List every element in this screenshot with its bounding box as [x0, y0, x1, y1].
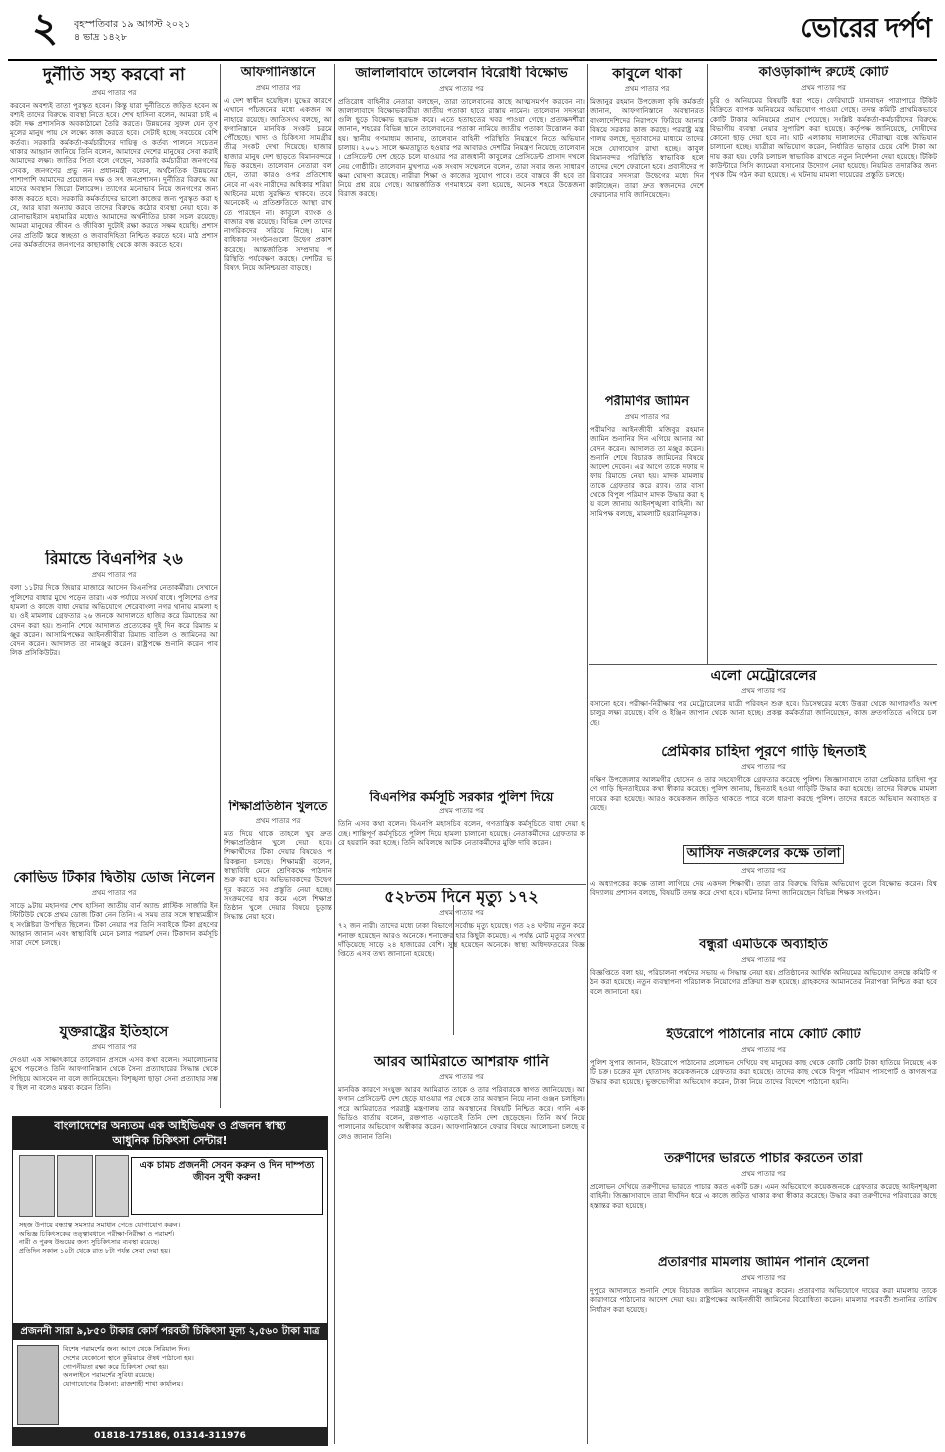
article-byline: প্রথম পাতার পর	[801, 83, 846, 92]
article-title: রিমান্ডে বিএনপির ২৬	[45, 550, 183, 568]
article-byline: প্রথম পাতার পর	[624, 412, 670, 421]
article-premik	[590, 744, 937, 838]
ad-small-line: দেশের যেকোনো স্থানে কুরিয়ারে ঔষধ পাঠানো হয়।	[63, 1353, 194, 1362]
article-title: যুক্তরাষ্ট্রের ইতিহাসে	[59, 1024, 169, 1040]
article-kauakandi	[710, 66, 937, 662]
article-text: বলা ১১টার দিকে জিয়ার মাজারে আসেন বিএনপির নেতাকর্মীরা। সেখানে পুলিশের বাধার মুখে পড়েন তারা। এক পর্যায়ে সংঘর্ষ বাধে। পুলিশের ওপর হামলা ও কাজে বাধা দেয়ার অভিযোগে শেরেবাংলা নগর থানায় মামলা হয়। ওই মামলায় গ্রেফতার ২৬ জনকে আদালতে হাজির করে রিমান্ডের আবেদন করা হয়। শুনানি শেষে আদালত প্রত্যেকের দুই দিন করে রিমান্ড মঞ্জুর করেন। আসামিপক্ষের আইনজীবীরা রিমান্ড বাতিল ও জামিনের আবেদন করেন। আদালত তা নামঞ্জুর করেন। রাষ্ট্রপক্ষে শুনানি করেন পাবলিক প্রসিকিউটর।	[10, 583, 218, 658]
article-title: তরুণীদের ভারতে পাচার করতেন তারা	[664, 1152, 863, 1166]
ad-doctor-photo	[17, 1345, 59, 1425]
ad-small-line: অনলাইনে পরামর্শের সুবিধা রয়েছে।	[63, 1371, 155, 1380]
article-byline: প্রথম পাতার পর	[91, 88, 137, 97]
article-title: আসিফ নজরুলের কক্ষে তালা	[683, 845, 845, 864]
article-text: করবেন অবশ্যই তাতা পুরস্কৃত হবেন। কিন্তু যারা দুর্নীতিতে জড়িত হবেন অবশ্যই তাদের বিরুদ্ধে ব্যবস্থা নিতে হবে। শেখ হাসিনা বলেন, আমরা চাই একটা দক্ষ প্রশাসনিক অবকাঠামো তৈরি করতে। উন্নয়নের সুফল যেন তৃণমূলের মানুষ পায় সে লক্ষ্যে কাজ করতে হবে। সেটাই হচ্ছে সবচেয়ে বেশি কর্তব্য। সরকারি কর্মকর্তা-কর্মচারীদের দায়িত্ব ও কর্তব্য পালনে সচেতন থাকার আহ্বান জানিয়ে তিনি বলেন, আমাদের দেশের মানুষের সেবা করাই আমাদের লক্ষ্য। জাতির পিতা বলে গেছেন, সরকারি কর্মচারীরা জনগণের সেবক, জনগণের প্রভু নন। প্রধানমন্ত্রী বলেন, অর্থনৈতিক উন্নয়নের পাশাপাশি আমাদের প্রয়োজন দক্ষ ও সৎ জনপ্রশাসন। দুর্নীতির বিরুদ্ধে আমাদের অবস্থান জিরো টলারেন্স। ত্যাগের মনোভাব নিয়ে জনগণের জন্য কাজ করতে হবে। সরকারি কর্মকর্তাদের ভালো কাজের জন্য পুরস্কৃত করা হবে, আর যারা অন্যায় করবে তাদের বিরুদ্ধে কঠোর ব্যবস্থা নেয়া হবে। করোনাভাইরাস মহামারির মধ্যেও আমাদের অর্থনীতির চাকা সচল রয়েছে। আমরা মানুষের জীবন ও জীবিকা দুটোই রক্ষা করতে সক্ষম হয়েছি। প্রশাসনের প্রতিটি স্তরে স্বচ্ছতা ও জবাবদিহিতা নিশ্চিত করতে হবে। মাঠ প্রশাসনের কর্মকর্তাদের জনগণের কাছাকাছি থেকে কাজ করতে হবে।	[10, 100, 218, 249]
article-byline: প্রথম পাতার পর	[741, 955, 786, 964]
article-title: কোভিড টিকার দ্বিতীয় ডোজ নিলেন	[13, 870, 215, 886]
article-text: দুপুরে আদালতে শুনানি শেষে বিচারক জামিন আবেদন নামঞ্জুর করেন। প্রতারণার অভিযোগে দায়ের করা মামলায় তাকে কারাগারে পাঠানোর আদেশ দেয়া হয়। রাষ্ট্রপক্ষের আইনজীবী জামিনের বিরোধিতা করেন। মামলার পরবর্তী শুনানির তারিখ নির্ধারণ করা হয়েছে।	[590, 1285, 937, 1314]
article-byline: প্রথম পাতার পর	[439, 1073, 484, 1082]
article-text: ৭২ জন নারী। তাদের মধ্যে ঢাকা বিভাগে সর্বোচ্চ মৃত্যু হয়েছে। গত ২৪ ঘণ্টায় নতুন করে শনাক্ত হয়েছেন আরও অনেকে। শনাক্তের হার কিছুটা কমেছে। এ পর্যন্ত মোট মৃত্যুর সংখ্যা দাঁড়িয়েছে সাড়ে ২৪ হাজারের বেশি। সুস্থ হয়েছেন অনেকে। স্বাস্থ্য অধিদফতরের বিজ্ঞপ্তিতে এসব তথ্য জানানো হয়েছে।	[338, 921, 585, 959]
article-byline: প্রথম পাতার পর	[91, 1043, 137, 1052]
article-byline: প্রথম পাতার পর	[439, 84, 484, 93]
article-text: প্রলোভন দেখিয়ে তরুণীদের ভারতে পাচার করত একটি চক্র। এমন অভিযোগে কয়েকজনকে গ্রেফতার করেছে আইনশৃঙ্খলা বাহিনী। জিজ্ঞাসাবাদে তারা দীর্ঘদিন ধরে এ কাজে জড়িত থাকার কথা স্বীকার করেছে। উদ্ধার করা তরুণীদের পরিবারের কাছে হস্তান্তর করা হয়েছে।	[590, 1181, 937, 1210]
clinic-advertisement	[12, 1116, 328, 1446]
article-title: দুর্নীতি সহ্য করবো না	[43, 66, 185, 85]
article-helena	[590, 1256, 937, 1444]
article-byline: প্রথম পাতার পর	[741, 1045, 786, 1054]
article-bnp-program	[338, 790, 585, 882]
article-title: আরব আমিরাতে আশরাফ গানি	[374, 1054, 549, 1070]
ad-phone-bar: 01818-175186, 01314-311976	[13, 1427, 327, 1445]
article-title: আফগানিস্তানে	[240, 66, 316, 80]
article-byline: প্রথম পাতার পর	[91, 889, 137, 898]
article-text: প্রতিরোধ বাহিনীর নেতারা বলছেন, তারা তালেবানের কাছে আত্মসমর্পণ করবেন না। জালালাবাদে বিক্ষোভকারীরা জাতীয় পতাকা হাতে রাস্তায় নামেন। তালেবান সদস্যরা গুলি ছুড়ে বিক্ষোভ ছত্রভঙ্গ করে। এতে হতাহতের খবর পাওয়া গেছে। প্রত্যক্ষদর্শীরা জানান, শহরের বিভিন্ন স্থানে তালেবানের পতাকা নামিয়ে জাতীয় পতাকা উত্তোলন করা হয়। স্থানীয় গণমাধ্যম জানায়, তালেবান বাহিনী পরিস্থিতি নিয়ন্ত্রণে নিতে অভিযান চালায়। ২০০১ সালে ক্ষমতাচ্যুত হওয়ার পর আবারও দেশটির নিয়ন্ত্রণ নিয়েছে তালেবান। প্রেসিডেন্ট দেশ ছেড়ে চলে যাওয়ার পর রাজধানী কাবুলের প্রেসিডেন্ট প্রাসাদ দখলে নেয় গোষ্ঠীটি। তালেবান মুখপাত্র এক সংবাদ সম্মেলনে বলেন, তারা সবার জন্য সাধারণ ক্ষমা ঘোষণা করেছে। নারীরা শিক্ষা ও কাজের সুযোগ পাবে। তবে বাস্তবে কী হবে তা নিয়ে প্রশ্ন রয়ে গেছে। আন্তর্জাতিক গণমাধ্যমে বলা হয়েছে, অনেক শহরে উত্তেজনা বিরাজ করছে।	[338, 96, 585, 199]
article-kabul	[590, 66, 704, 391]
ad-top-line-1: বাংলাদেশের অন্যতম এক আইভিএফ ও প্রজনন স্বাস্থ্য	[54, 1119, 286, 1132]
article-text: চুরি ও অনিয়মের বিষয়টি ধরা পড়ে। ফেরিঘাটে যানবাহন পারাপারে টিকিট বিক্রিতে ব্যাপক অনিয়মের অভিযোগ পাওয়া গেছে। তদন্ত কমিটি প্রাথমিকভাবে কোটি টাকার অনিয়মের প্রমাণ পেয়েছে। সংশ্লিষ্ট কর্মকর্তা-কর্মচারীদের বিরুদ্ধে বিভাগীয় ব্যবস্থা নেয়ার সুপারিশ করা হয়েছে। কর্তৃপক্ষ জানিয়েছে, দোষীদের কোনো ছাড় দেয়া হবে না। ঘাট এলাকায় দালালদের দৌরাত্ম্য বন্ধে অভিযান চালানো হচ্ছে। যাত্রীরা অভিযোগ করেন, নির্ধারিত ভাড়ার চেয়ে বেশি টাকা আদায় করা হয়। ফেরি চলাচল স্বাভাবিক রাখতে নতুন নির্দেশনা দেয়া হয়েছে। টিকিট কাউন্টারে সিসি ক্যামেরা বসানোর উদ্যোগ নেয়া হয়েছে। নিয়মিত তদারকির জন্য পৃথক টিম গঠন করা হয়েছে। এ ঘটনায় মামলা দায়েরের প্রস্তুতি চলছে।	[710, 95, 937, 180]
article-byline: প্রথম পাতার পর	[91, 571, 137, 580]
column-rule	[587, 64, 588, 1444]
article-text: দক্ষিণ উপজেলার আলমগীর হোসেন ও তার সহযোগীকে গ্রেফতার করেছে পুলিশ। জিজ্ঞাসাবাদে তারা প্রেমিকার চাহিদা পূরণে গাড়ি ছিনতাইয়ের কথা স্বীকার করেছে। পুলিশ জানায়, ছিনতাই হওয়া গাড়িটি উদ্ধার করা হয়েছে। তাদের বিরুদ্ধে মামলা দায়ের করা হয়েছে। আরও কয়েকজন জড়িত থাকতে পারে বলে ধারণা করছে পুলিশ। তাদের ধরতে অভিযান অব্যাহত রয়েছে।	[590, 775, 937, 812]
article-text: মিজানুর রহমান উপজেলা কৃষি কর্মকর্তা জানান, আফগানিস্তানে অবস্থানরত বাংলাদেশিদের নিরাপদে ফিরিয়ে আনার বিষয়ে সরকার কাজ করছে। পররাষ্ট্র মন্ত্রণালয় বলছে, দূতাবাসের মাধ্যমে তাদের সঙ্গে যোগাযোগ রাখা হচ্ছে। কাবুল বিমানবন্দর পরিস্থিতি স্বাভাবিক হলে তাদের দেশে ফেরানো হবে। প্রবাসীদের পরিবারের সদস্যরা উদ্বেগের মধ্যে দিন কাটাচ্ছেন। তারা দ্রুত স্বজনদের দেশে ফেরানোর দাবি জানিয়েছেন।	[590, 97, 704, 200]
article-byline: প্রথম পাতার পর	[439, 909, 484, 918]
article-covid	[10, 870, 218, 1020]
article-remand	[10, 550, 218, 865]
article-europe	[590, 1028, 937, 1148]
ad-photo	[19, 1155, 55, 1217]
article-text: পরীমণির আইনজীবী মজিবুর রহমান জামিন শুনানির দিন এগিয়ে আনার আবেদন করেন। আদালত তা মঞ্জুর করেন। শুনানি শেষে বিচারক জামিনের বিষয়ে আদেশ দেবেন। এর আগে তাকে দফায় দফায় রিমান্ডে নেয়া হয়। মাদক মামলায় তাকে গ্রেফতার করে র‍্যাব। তার বাসা থেকে বিপুল পরিমাণ মাদক উদ্ধার করা হয় বলে জানায় আইনশৃঙ্খলা বাহিনী। আসামিপক্ষ বলছে, মামলাটি হয়রানিমূলক।	[590, 424, 704, 518]
article-title: ইউরোপে পাঠানোর নামে কোটি কোটি	[666, 1028, 861, 1042]
article-byline: প্রথম পাতার পর	[741, 866, 786, 875]
article-byline: প্রথম পাতার পর	[624, 85, 670, 94]
column-rule	[220, 64, 221, 1108]
article-afghan	[224, 66, 332, 796]
date-line-2: ৪ ভাদ্র ১৪২৮	[74, 32, 128, 43]
date-line-1: বৃহস্পতিবার ১৯ আগস্ট ২০২১	[74, 19, 191, 30]
article-text: পুলিশ সুপার জানান, ইউরোপে পাঠানোর প্রলোভন দেখিয়ে বহু মানুষের কাছ থেকে কোটি কোটি টাকা হাতিয়ে নিয়েছে একটি চক্র। চক্রের মূল হোতাসহ কয়েকজনকে গ্রেফতার করা হয়েছে। তাদের কাছ থেকে বিপুল পরিমাণ পাসপোর্ট ও কাগজপত্র উদ্ধার করা হয়েছে। ভুক্তভোগীরা অভিযোগ করেন, টাকা নিয়ে তাদের বিদেশে পাঠানো হয়নি।	[590, 1057, 937, 1086]
article-title: শিক্ষাপ্রতিষ্ঠান খুলতে	[228, 800, 328, 813]
article-text: এ দেশ স্বাধীন হয়েছিল। যুদ্ধের কারণে এখানে পাঁচজনের মধ্যে একজন অনাহারে রয়েছে। জাতিসংঘ বলছে, আফগানিস্তানে মানবিক সংকট চরমে পৌঁছেছে। খাদ্য ও চিকিৎসা সামগ্রীর তীব্র সংকট দেখা দিয়েছে। হাজার হাজার মানুষ দেশ ছাড়তে বিমানবন্দরে ভিড় করছেন। তালেবান নেতারা বলছেন, তারা কারও ওপর প্রতিশোধ নেবে না এবং নারীদের অধিকার শরিয়া আইনের মধ্যে সুরক্ষিত থাকবে। তবে অনেকেই এ প্রতিশ্রুতিতে আস্থা রাখতে পারছেন না। কাবুলে ব্যাংক ও বাজার বন্ধ রয়েছে। বিভিন্ন দেশ তাদের নাগরিকদের সরিয়ে নিচ্ছে। মানবাধিকার সংগঠনগুলো উদ্বেগ প্রকাশ করেছে। আন্তর্জাতিক সম্প্রদায় পরিস্থিতি পর্যবেক্ষণ করছে। দেশটির ভবিষ্যৎ নিয়ে অনিশ্চয়তা বাড়ছে।	[224, 95, 332, 273]
ad-small-line: যোগাযোগের ঠিকানা: রাজশাহী শাখা কার্যালয়।	[63, 1380, 184, 1389]
article-title: কাবুলে থাকা	[612, 66, 682, 82]
ad-line: প্রতিদিন সকাল ১০টা থেকে রাত ৮টা পর্যন্ত সেবা দেয়া হয়।	[19, 1246, 171, 1255]
newspaper-brand: ভোরের দর্পণ	[800, 13, 931, 44]
column-rule	[334, 64, 335, 1444]
section-rule	[589, 664, 937, 665]
article-title: পরীমণির জামিন	[604, 395, 690, 409]
article-title: প্রতারণার মামলায় জামিন পাননি হেলেনা	[657, 1256, 870, 1270]
ad-small-text	[63, 1345, 321, 1389]
article-asif	[590, 842, 937, 934]
section-rule	[336, 884, 586, 885]
article-title: এলো মেট্রোরেলের	[710, 668, 817, 684]
ad-top-banner	[13, 1117, 327, 1150]
ad-top-line-2: আধুনিক চিকিৎসা সেন্টার!	[112, 1134, 228, 1147]
article-pori	[590, 395, 704, 663]
ad-line: অভিজ্ঞ চিকিৎসকের তত্ত্বাবধানে পরীক্ষা-নিরীক্ষা ও পরামর্শ।	[19, 1229, 175, 1238]
page-header	[8, 4, 937, 56]
ad-small-line: গোপনীয়তা রক্ষা করে চিকিৎসা দেয়া হয়।	[63, 1362, 169, 1371]
article-text: দেওয়া এক সাক্ষাৎকারে তালেবান প্রসঙ্গে এসব কথা বলেন। সমালোচনার মুখে পড়লেও তিনি আফগানিস্তান থেকে সৈন্য প্রত্যাহারের সিদ্ধান্ত থেকে পিছিয়ে আসবেন না বলে জানিয়েছেন। বিশৃঙ্খলা ছাড়া সেনা প্রত্যাহার সম্ভব ছিল না বলেও মন্তব্য করেন তিনি।	[10, 1055, 218, 1092]
article-text: মত দিয়ে থাকে তাহলে খুব দ্রুত শিক্ষাপ্রতিষ্ঠান খুলে দেয়া হবে। শিক্ষার্থীদের টিকা দেয়ার বিষয়েও পরিকল্পনা চলছে। শিক্ষামন্ত্রী বলেন, স্বাস্থ্যবিধি মেনে শ্রেণিকক্ষে পাঠদান শুরু করা হবে। অভিভাবকদের উদ্বেগ দূর করতে সব প্রস্তুতি নেয়া হচ্ছে। সংক্রমণের হার কমে এলে শিক্ষাপ্রতিষ্ঠান খুলে দেয়ার বিষয়ে চূড়ান্ত সিদ্ধান্ত নেয়া হবে।	[224, 828, 332, 922]
page-number: ২	[32, 4, 59, 51]
article-torun	[590, 1152, 937, 1252]
article-byline: প্রথম পাতার পর	[255, 83, 301, 92]
article-usa	[10, 1024, 218, 1110]
article-byline: প্রথম পাতার পর	[741, 687, 786, 696]
article-durniti	[10, 66, 218, 544]
article-title: জালালাবাদে তালেবান বিরোধী বিক্ষোভ	[355, 66, 568, 81]
header-rule	[8, 59, 937, 61]
ad-photo	[57, 1155, 93, 1217]
article-byline: প্রথম পাতার পর	[255, 816, 301, 825]
article-title: কাওড়াকান্দি রুটেই কোটি	[758, 66, 889, 80]
article-title: ৫২৮তম দিনে মৃত্যু ১৭২	[384, 888, 539, 906]
article-arab	[338, 1054, 585, 1444]
ad-price-bar: প্রজননী সারা ৯,৮৫০ টাকার কোর্স পরবর্তী চিকিৎসা মূল্য ২,৫৬০ টাকা মাত্র	[13, 1323, 327, 1340]
article-title: বন্ধুরা এমডিকে অব্যাহতি	[699, 938, 828, 952]
article-text: এ অধ্যাপকের কক্ষে তালা লাগিয়ে দেয় একদল শিক্ষার্থী। তারা তার বিরুদ্ধে বিভিন্ন অভিযোগ তুলে বিক্ষোভ করেন। বিশ্ববিদ্যালয় প্রশাসন বলছে, বিষয়টি তদন্ত করে দেখা হবে। ঘটনার নিন্দা জানিয়েছেন বিভিন্ন শিক্ষক সংগঠন।	[590, 878, 937, 898]
article-electro	[590, 668, 937, 740]
article-byline: প্রথম পাতার পর	[741, 763, 786, 772]
article-jalalabad	[338, 66, 585, 786]
article-text: মানবিক কারণে সংযুক্ত আরব আমিরাত তাকে ও তার পরিবারকে স্বাগত জানিয়েছে। আফগান প্রেসিডেন্ট দেশ ছেড়ে যাওয়ার পর থেকে তার অবস্থান নিয়ে নানা গুঞ্জন চলছিল। পরে আমিরাতের পররাষ্ট্র মন্ত্রণালয় তার অবস্থানের বিষয়টি নিশ্চিত করে। গানি এক ভিডিও বার্তায় বলেন, রক্তপাত এড়াতেই তিনি দেশ ছেড়েছেন। তিনি অর্থ নিয়ে পালানোর অভিযোগ অস্বীকার করেন। আফগানিস্তানে ফেরার বিষয়ে আলোচনা চলছে বলেও জানান তিনি।	[338, 1085, 585, 1141]
article-title: প্রেমিকার চাহিদা পূরণে গাড়ি ছিনতাই	[661, 744, 866, 760]
ad-line: সহজ উপায়ে বন্ধ্যাত্ব সমস্যার সমাধান পেতে যোগাযোগ করুন।	[19, 1221, 181, 1229]
date-block	[74, 18, 190, 44]
article-byline: প্রথম পাতার পর	[741, 1273, 786, 1282]
article-text: সাড়ে ৯টায় মহানগর শেখ হাসিনা জাতীয় বার্ন অ্যান্ড প্লাস্টিক সার্জারি ইনস্টিটিউট থেকে প্রথম ডোজ টিকা নেন তিনি। এ সময় তার সঙ্গে স্বাস্থ্যমন্ত্রীসহ সংশ্লিষ্টরা উপস্থিত ছিলেন। টিকা নেয়ার পর তিনি সবাইকে টিকা গ্রহণের আহ্বান জানান এবং স্বাস্থ্যবিধি মেনে চলার পরামর্শ দেন। টিকাদান কর্মসূচি সারা দেশে চলছে।	[10, 901, 218, 948]
ad-small-line: বিশেষ পরামর্শের জন্য আগে থেকে সিরিয়াল দিন।	[63, 1345, 190, 1353]
ad-line: নারী ও পুরুষ উভয়ের জন্য সুচিকিৎসার ব্যবস্থা রয়েছে।	[19, 1238, 160, 1247]
article-death	[338, 888, 585, 1048]
article-title: বিএনপির কর্মসূচি সরকার পুলিশ দিয়ে	[369, 790, 554, 804]
article-byline: প্রথম পাতার পর	[741, 1169, 786, 1178]
ad-key-message: এক চামচ প্রজননী সেবন করুন ও দিন দাম্পত্য জীবন সুখী করুন!	[131, 1157, 323, 1215]
column-rule	[707, 64, 708, 664]
ad-photo	[95, 1155, 129, 1217]
article-byline: প্রথম পাতার পর	[439, 807, 484, 816]
ad-lines	[19, 1221, 319, 1255]
article-bondhu	[590, 938, 937, 1024]
article-text: বসানো হবে। পরীক্ষা-নিরীক্ষার পর মেট্রোরেলের যাত্রী পরিবহন শুরু হবে। ডিসেম্বরের মধ্যে উত্তরা থেকে আগারগাঁও অংশ চালুর লক্ষ্য রয়েছে। বগি ও ইঞ্জিন জাপান থেকে আনা হচ্ছে। প্রকল্প কর্মকর্তারা জানিয়েছেন, কাজ দ্রুতগতিতে এগিয়ে চলছে।	[590, 699, 937, 727]
article-shikkha	[224, 800, 332, 1108]
article-text: তিনি এসব কথা বলেন। বিএনপি মহাসচিব বলেন, গণতান্ত্রিক কর্মসূচিতে বাধা দেয়া হচ্ছে। শান্তিপূর্ণ কর্মসূচিতে পুলিশ দিয়ে হামলা চালানো হয়েছে। নেতাকর্মীদের গ্রেফতার করে হয়রানি করা হচ্ছে। তিনি অবিলম্বে আটক নেতাকর্মীদের মুক্তি দাবি করেন।	[338, 819, 585, 847]
article-text: বিজ্ঞপ্তিতে বলা হয়, পরিচালনা পর্ষদের সভায় এ সিদ্ধান্ত নেয়া হয়। প্রতিষ্ঠানের আর্থিক অনিয়মের অভিযোগ তদন্তে কমিটি গঠন করা হয়েছে। নতুন ব্যবস্থাপনা পরিচালক নিয়োগের প্রক্রিয়া শুরু হয়েছে। গ্রাহকদের আমানতের নিরাপত্তা নিশ্চিত করা হবে বলে জানানো হয়।	[590, 967, 937, 996]
